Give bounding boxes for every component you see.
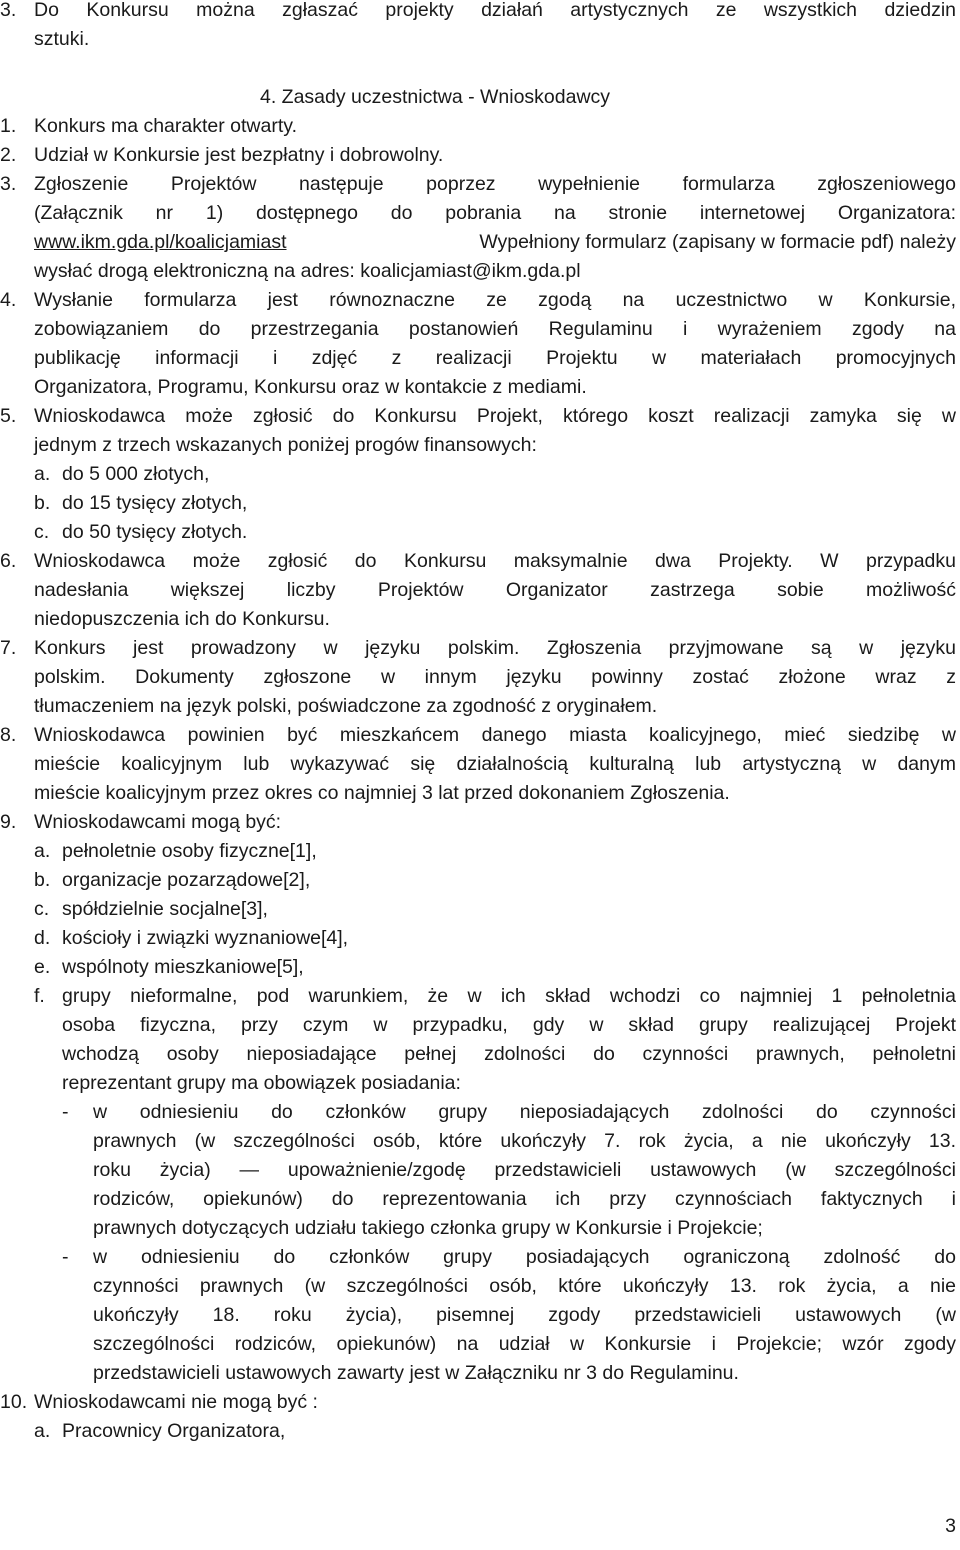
- item-text: (Załącznik nr 1) dostępnego do pobrania na stronie internetowej Organizatora:: [34, 202, 956, 224]
- item-text: mieście koalicyjnym przez okres co najmniej 3 lat przed dokonaniem Zgłoszenia.: [34, 782, 730, 804]
- sub-list-item: [0, 837, 960, 866]
- item-text: wspólnoty mieszkaniowe[5],: [62, 956, 304, 978]
- dash-list-item-continuation: [0, 1301, 960, 1330]
- sub-list-item-continuation: [0, 1069, 960, 1098]
- sub-list-item: [0, 866, 960, 895]
- item-text: organizacje pozarządowe[2],: [62, 869, 311, 891]
- item-number: 9.: [0, 811, 17, 833]
- item-text: Pracownicy Organizatora,: [62, 1420, 286, 1442]
- item-text: Organizatora, Programu, Konkursu oraz w kontakcie z mediami.: [34, 376, 587, 398]
- dash-list-item: [0, 1243, 960, 1272]
- sub-list-item-continuation: [0, 1040, 960, 1069]
- item-text: Wysłanie formularza jest równoznaczne ze zgodą na uczestnictwo w Konkursie,: [34, 289, 956, 311]
- item-text: pełnoletnie osoby fizyczne[1],: [62, 840, 317, 862]
- list-item: [0, 402, 960, 431]
- dash-list-item-continuation: [0, 1185, 960, 1214]
- sub-list-item: [0, 895, 960, 924]
- item-text: w odniesieniu do członków grupy posiadających ograniczoną zdolność do: [93, 1246, 956, 1268]
- item-number: 3.: [0, 173, 17, 195]
- dash-list-item-continuation: [0, 1214, 960, 1243]
- sub-list-item: [0, 924, 960, 953]
- item-text: przedstawicieli ustawowych zawarty jest w Załączniku nr 3 do Regulaminu.: [93, 1362, 739, 1384]
- item-text: Konkurs jest prowadzony w języku polskim. Zgłoszenia przyjmowane są w języku: [34, 637, 956, 659]
- website-link[interactable]: www.ikm.gda.pl/koalicjamiast: [34, 231, 287, 253]
- item-text: do 15 tysięcy złotych,: [62, 492, 248, 514]
- item-number: 2.: [0, 144, 17, 166]
- item-number: 6.: [0, 550, 17, 572]
- list-item-continuation: [0, 257, 960, 286]
- list-item-continuation: [0, 750, 960, 779]
- item-text: polskim. Dokumenty zgłoszone w innym języku powinny zostać złożone wraz z: [34, 666, 956, 688]
- item-text: Zgłoszenie Projektów następuje poprzez wypełnienie formularza zgłoszeniowego: [34, 173, 956, 195]
- sub-list-item: [0, 518, 960, 547]
- list-item: [0, 721, 960, 750]
- item-text: wysłać drogą elektroniczną na adres: koalicjamiast@ikm.gda.pl: [34, 260, 581, 282]
- sub-list-item: [0, 489, 960, 518]
- sub-item-letter: e.: [34, 956, 51, 978]
- dash-list-item-continuation: [0, 1272, 960, 1301]
- sub-list-item: [0, 1417, 960, 1446]
- sub-list-item: [0, 460, 960, 489]
- dash-list-item-continuation: [0, 1330, 960, 1359]
- list-item: [0, 0, 960, 25]
- item-text: osoba fizyczna, przy czym w przypadku, gdy w skład grupy realizującej Projekt: [62, 1014, 956, 1036]
- sub-list-item: [0, 953, 960, 982]
- item-text: Wypełniony formularz (zapisany w formacie pdf) należy: [479, 231, 956, 253]
- list-item-continuation: [0, 199, 960, 228]
- sub-list-item: [0, 982, 960, 1011]
- item-text: czynności prawnych (w szczególności osób, które ukończyły 13. rok życia, a nie: [93, 1275, 956, 1297]
- list-item: [0, 547, 960, 576]
- item-text: roku życia) — upoważnienie/zgodę przedstawicieli ustawowych (w szczególności: [93, 1159, 956, 1181]
- list-item-continuation: [0, 431, 960, 460]
- item-text: niedopuszczenia ich do Konkursu.: [34, 608, 330, 630]
- dash-list-item-continuation: [0, 1156, 960, 1185]
- list-item-continuation: [0, 605, 960, 634]
- item-text: wchodzą osoby nieposiadające pełnej zdolności do czynności prawnych, pełnoletni: [62, 1043, 956, 1065]
- dash-list-item-continuation: [0, 1359, 960, 1388]
- item-number: 8.: [0, 724, 17, 746]
- sub-item-letter: b.: [34, 869, 51, 891]
- list-item: [0, 1388, 960, 1417]
- sub-list-item-continuation: [0, 1011, 960, 1040]
- list-item: [0, 286, 960, 315]
- item-number: 4.: [0, 289, 17, 311]
- item-text: rodziców, opiekunów) do reprezentowania ich przy czynnościach faktycznych i: [93, 1188, 956, 1210]
- sub-item-letter: b.: [34, 492, 51, 514]
- item-text: tłumaczeniem na język polski, poświadczone za zgodność z oryginałem.: [34, 695, 658, 717]
- list-item: [0, 808, 960, 837]
- item-number: 5.: [0, 405, 17, 427]
- page-number: 3: [945, 1515, 956, 1537]
- list-item-continuation: [0, 315, 960, 344]
- item-text: Konkurs ma charakter otwarty.: [34, 115, 297, 137]
- item-number: 1.: [0, 115, 17, 137]
- list-item: [0, 170, 960, 199]
- item-text: do 50 tysięcy złotych.: [62, 521, 248, 543]
- item-text: nadesłania większej liczby Projektów Organizator zastrzega sobie możliwość: [34, 579, 956, 601]
- list-item-continuation: [0, 692, 960, 721]
- item-number: 3.: [0, 0, 17, 21]
- item-text: Wnioskodawca powinien być mieszkańcem danego miasta koalicyjnego, mieć siedzibę w: [34, 724, 956, 746]
- item-text: jednym z trzech wskazanych poniżej progów finansowych:: [34, 434, 537, 456]
- item-text: publikację informacji i zdjęć z realizacji Projektu w materiałach promocyjnych: [34, 347, 956, 369]
- dash-list-item-continuation: [0, 1127, 960, 1156]
- sub-item-letter: f.: [34, 985, 45, 1007]
- item-text: grupy nieformalne, pod warunkiem, że w ich skład wchodzi co najmniej 1 pełnoletnia: [62, 985, 956, 1007]
- item-text: Wnioskodawcami mogą być:: [34, 811, 282, 833]
- item-text: prawnych dotyczących udziału takiego członka grupy w Konkursie i Projekcie;: [93, 1217, 763, 1239]
- sub-item-letter: c.: [34, 898, 50, 920]
- section-heading-text: 4. Zasady uczestnictwa - Wnioskodawcy: [260, 86, 611, 108]
- item-text: Wnioskodawca może zgłosić do Konkursu Projekt, którego koszt realizacji zamyka się w: [34, 405, 956, 427]
- sub-item-letter: d.: [34, 927, 51, 949]
- item-text: spółdzielnie socjalne[3],: [62, 898, 268, 920]
- item-text: Udział w Konkursie jest bezpłatny i dobrowolny.: [34, 144, 444, 166]
- dash-bullet: -: [62, 1101, 69, 1123]
- item-text: zobowiązaniem do przestrzegania postanowień Regulaminu i wyrażeniem zgody na: [34, 318, 956, 340]
- item-text: Wnioskodawca może zgłosić do Konkursu maksymalnie dwa Projekty. W przypadku: [34, 550, 956, 572]
- list-item-continuation: [0, 25, 960, 54]
- item-number: 7.: [0, 637, 17, 659]
- list-item: [0, 141, 960, 170]
- list-item-continuation: [0, 344, 960, 373]
- item-text: szczególności rodziców, opiekunów) na udział w Konkursie i Projekcie; wzór zgody: [93, 1333, 956, 1355]
- dash-bullet: -: [62, 1246, 69, 1268]
- item-number: 10.: [0, 1391, 28, 1413]
- sub-item-letter: c.: [34, 521, 50, 543]
- item-text: sztuki.: [34, 28, 90, 50]
- list-item-continuation: [0, 576, 960, 605]
- item-text: Wnioskodawcami nie mogą być :: [34, 1391, 318, 1413]
- item-text: mieście koalicyjnym lub wykazywać się działalnością kulturalną lub artystyczną w danym: [34, 753, 956, 775]
- sub-item-letter: a.: [34, 463, 51, 485]
- item-text: Do Konkursu można zgłaszać projekty działań artystycznych ze wszystkich dziedzin: [34, 0, 956, 21]
- item-text: kościoły i związki wyznaniowe[4],: [62, 927, 349, 949]
- item-text: ukończyły 18. roku życia), pisemnej zgody przedstawicieli ustawowych (w: [93, 1304, 956, 1326]
- item-text: reprezentant grupy ma obowiązek posiadania:: [62, 1072, 461, 1094]
- list-item-continuation: [0, 779, 960, 808]
- item-text: do 5 000 złotych,: [62, 463, 210, 485]
- dash-list-item: [0, 1098, 960, 1127]
- list-item: [0, 112, 960, 141]
- sub-item-letter: a.: [34, 1420, 51, 1442]
- list-item-continuation: [0, 228, 960, 257]
- item-text: prawnych (w szczególności osób, które ukończyły 7. rok życia, a nie ukończyły 13.: [93, 1130, 956, 1152]
- section-heading: [0, 83, 960, 112]
- list-item: [0, 634, 960, 663]
- list-item-continuation: [0, 373, 960, 402]
- list-item-continuation: [0, 663, 960, 692]
- item-text: w odniesieniu do członków grupy nieposiadających zdolności do czynności: [93, 1101, 956, 1123]
- sub-item-letter: a.: [34, 840, 51, 862]
